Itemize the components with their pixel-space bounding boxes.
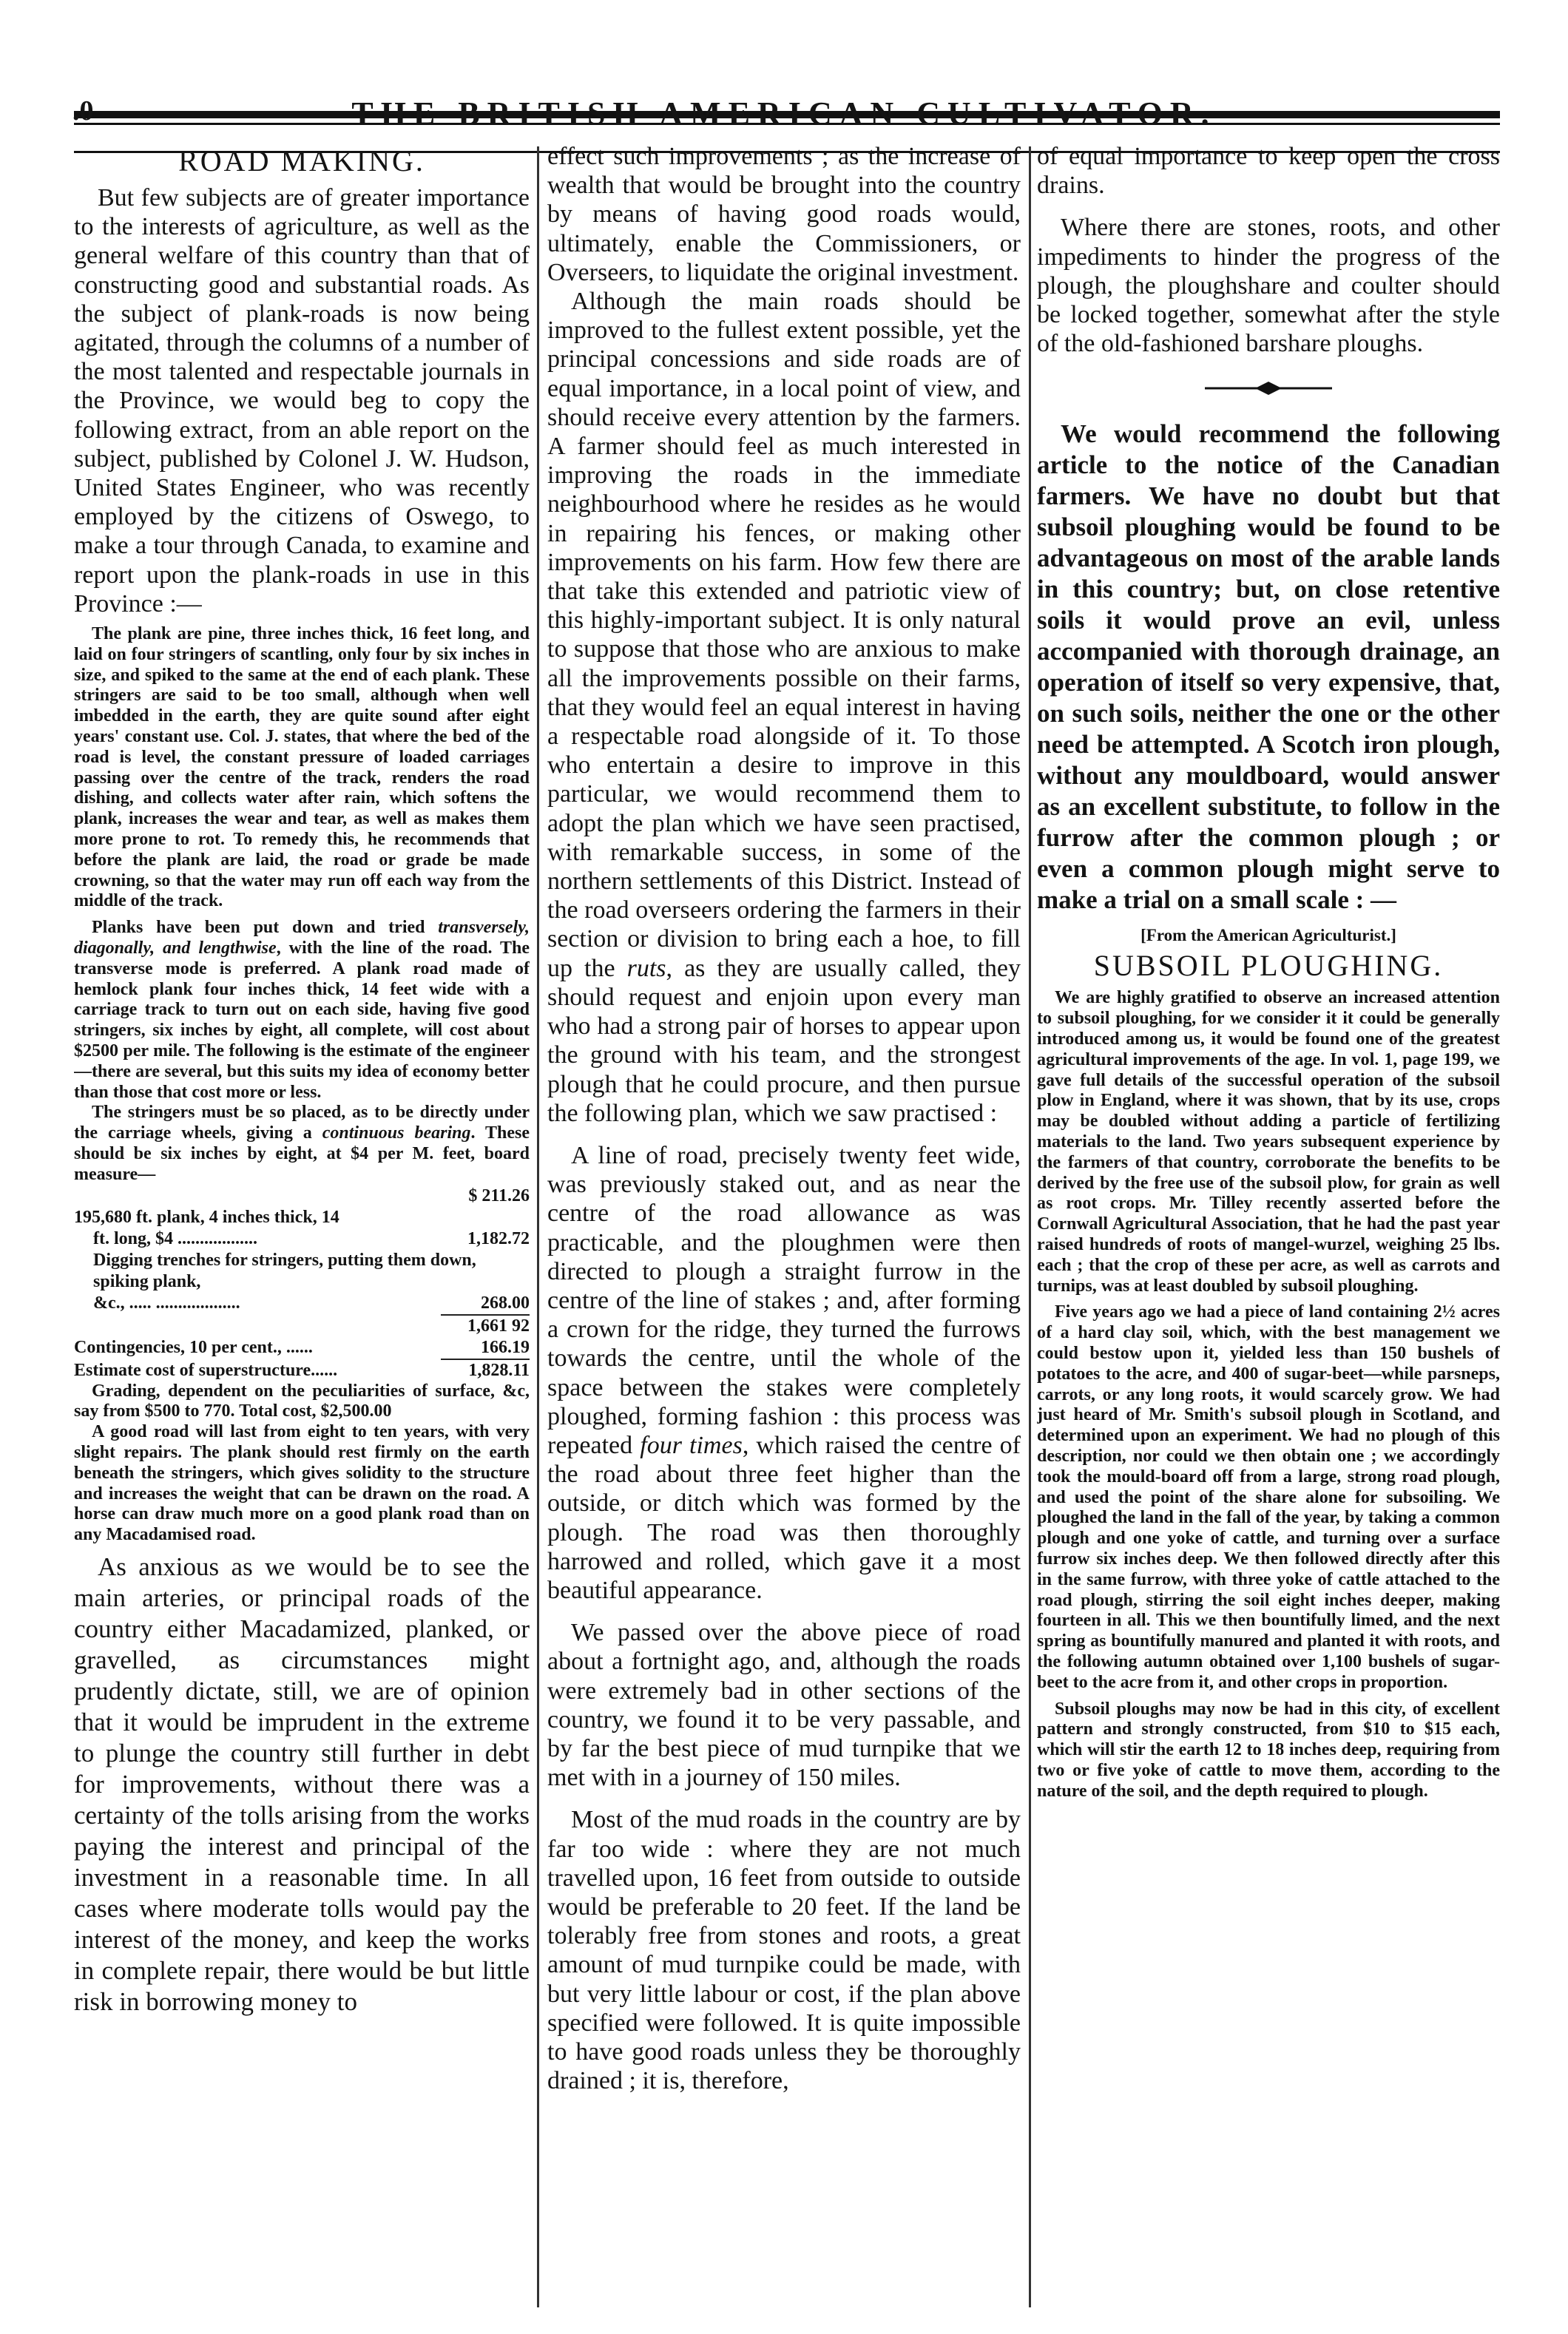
extract-text: Planks have been put down and tried	[92, 918, 439, 938]
column-3	[1037, 142, 1500, 2304]
extract-plank-construction: The plank are pine, three inches thick, 16 feet long, and laid on four stringers of scantling, only four by six inches in size, and spiked to the same at the end of each plank. These stringers are said to be too small, although when well imbedded in the earth, they are quite sound after eight years' constant use. Col. J. states, that where the bed of the road is level, the constant pressure of loaded carriages passing over the centre of the track, renders the road dishing, and collects water after rain, which softens the plank, increases the wear and tear, as well as makes them more prone to rot. To remedy this, he recommends that before the plank are laid, the road or grade be made crowning, so that the water may run off each way from the middle of the track.	[74, 624, 530, 911]
ornament-divider-icon	[1202, 380, 1335, 396]
estimate-label: &c., ..... ...................	[93, 1293, 240, 1313]
estimate-subtotal: 1,661 92	[467, 1316, 530, 1336]
estimate-label: 195,680 ft. plank, 4 inches thick, 14	[74, 1207, 339, 1227]
extract-road-durability: A good road will last from eight to ten years, with very slight repairs. The plank should rest firmly on the earth beneath the stringers, which gives solidity to the structure and increases the weight that can be drawn on the road. A horse can draw much more on a good plank road than on any Macadamised road.	[74, 1422, 530, 1545]
estimate-amount: 1,182.72	[467, 1228, 530, 1248]
page-number: .0	[72, 95, 94, 126]
estimate-amount: 268.00	[481, 1293, 530, 1313]
paragraph-italic: four times	[640, 1431, 743, 1459]
extract-italic: continuous bearing	[322, 1123, 471, 1143]
article-title-road-making: ROAD MAKING.	[178, 144, 425, 177]
col2-paragraph	[547, 1141, 1021, 1605]
paragraph-italic: ruts	[626, 954, 666, 982]
extract-grading-cost: Grading, dependent on the peculiarities of surface, &c, say from $500 to 770. Total cost, $2,500.00	[74, 1381, 530, 1421]
col3-recommendation: We would recommend the following article to the notice of the Canadian farmers. We have no doubt but that subsoil ploughing would be found to be advantageous on most of the arable lands in this country; but, on close retentive soils it would prove an evil, unless accompanied with thorough drainage, an operation of itself so very expensive, that, on such soils, neither the one or the other need be attempted. A Scotch iron plough, without any mouldboard, would answer as an excellent substitute, to follow in the furrow after the common plough ; or even a common plough might serve to make a trial on a small scale : —	[1037, 419, 1500, 915]
subsoil-paragraph: Subsoil ploughs may now be had in this city, of excellent pattern and strongly constructed, from $10 to $15 each, which will stir the earth 12 to 18 inches deep, requiring from two or five yoke of cattle to move them, according to the nature of the soil, and the depth required to plough.	[1037, 1699, 1500, 1801]
source-note: [From the American Agriculturist.]	[1140, 926, 1396, 945]
extract-italic: transversely, diagonally, and lengthwise	[74, 918, 530, 958]
estimate-label: Contingencies, 10 per cent., ......	[74, 1337, 313, 1357]
extract-text: , with the line of the road. The transverse mode is preferred. A plank road made of hemlock plank four inches thick, 14 feet wide with a carriage track to turn out on each side, having five good stringers, six inches by eight, all complete, will cost about $2500 per mile. The following is the estimate of the engineer—there are several, but this suits my idea of economy better than those that cost more or less.	[74, 938, 530, 1102]
paragraph-text: Although the main roads should be improved to the fullest extent possible, yet the principal concessions and side roads are of equal importance, in a local point of view, and should receive every attention by the farmers. A farmer should feel as much interested in improving the roads in the immediate neighbourhood where he resides as he would in repairing his fences, or making other improvements on his farm. How few there are that take this extended and patriotic view of this highly-important subject. It is only natural to suppose that those who are anxious to make all the improvements possible on their farms, that they would feel an equal interest in having a respectable road alongside of it. To those who entertain a desire to improve in this particular, we would recommend them to adopt the plan which we have seen practised, with remarkable success, in some of the northern settlements of this District. Instead of the road overseers ordering the farmers in their section or division to bring each a hoe, to fill up the	[547, 288, 1021, 982]
estimate-label: Digging trenches for stringers, putting them down, spiking plank,	[93, 1250, 476, 1291]
column-1	[74, 142, 530, 2304]
cost-estimate-table	[74, 1185, 530, 1381]
subsoil-paragraph: We are highly gratified to observe an increased attention to subsoil ploughing, for we consider it it could be generally introduced among us, it would be found one of the greatest agricultural improvements of the age. In vol. 1, page 199, we gave full details of the successful operation of the subsoil plow in England, where it was shown, that by its use, crops may be doubled without adding a particle of fertilizing materials to the land. Two years subsequent experience by the farmers of that country, corroborate the benefits to be derived by the free use of the subsoil plow, for grain as well as root crops. Mr. Tilley recently asserted before the Cornwall Agricultural Association, that he had the past year raised hundreds of roots of mangel-wurzel, weighing 25 lbs. each ; that the crop of these per acre, as well as carrots and turnips, was at least doubled by subsoil ploughing.	[1037, 988, 1500, 1296]
paragraph-text: , which raised the centre of the road about three feet higher than the outside, or ditch which was formed by the plough. The road was then thoroughly harrowed and rolled, which gave it a most beautiful appearance.	[547, 1431, 1021, 1604]
road-making-closing: As anxious as we would be to see the main arteries, or principal roads of the country either Macadamized, planked, or gravelled, as circumstances might prudently dictate, still, we are of opinion that it would be imprudent in the extreme to plunge the country still further in debt for improvements, without there was a certainty of the tolls arising from the works paying the interest and principal of the investment in a reasonable time. In all cases where moderate tolls would pay the interest of the money, and keep the works in complete repair, there would be but little risk in borrowing money to	[74, 1552, 530, 2016]
column-2	[547, 142, 1021, 2304]
estimate-row	[74, 1293, 530, 1314]
extract-text: The stringers must be so placed, as to be directly under the carriage wheels, giving a	[74, 1103, 530, 1143]
estimate-row	[74, 1250, 530, 1293]
col3-paragraph: Where there are stones, roots, and other impediments to hinder the progress of the plough, the ploughshare and coulter should be locked together, somewhat after the style of the old-fashioned barshare ploughs.	[1037, 214, 1500, 358]
column-divider-1	[537, 146, 539, 2307]
estimate-label: Estimate cost of superstructure......	[74, 1360, 338, 1380]
paragraph-text: A line of road, precisely twenty feet wide, was previously staked out, and as near the centre of the road allowance as was practicable, and the ploughmen were then directed to plough a straight furrow in the centre of the line of stakes ; and, after forming a crown for the ridge, they turned the furrows towards the centre, until the whole of the space between the stakes were completely ploughed, forming fashion : this process was repeated	[547, 1141, 1021, 1459]
article-title-subsoil-ploughing: SUBSOIL PLOUGHING.	[1093, 949, 1444, 983]
col2-paragraph: We passed over the above piece of road about a fortnight ago, and, although the roads were extremely bad in other sections of the country, we found it to be very passable, and by far the best piece of mud turnpike that we met with in a journey of 150 miles.	[547, 1619, 1021, 1792]
estimate-total: 1,828.11	[468, 1360, 530, 1380]
estimate-amount: $ 211.26	[468, 1185, 530, 1205]
col2-paragraph: Most of the mud roads in the country are by far too wide : where they are not much travelled upon, 16 feet from outside to outside would be preferable to 20 feet. If the land be tolerably free from stones and roots, a great amount of mud turnpike could be made, with but very little labour or cost, if the plan above specified were followed. It is quite impossible to have good roads unless they be thoroughly drained ; it is, therefore,	[547, 1806, 1021, 2095]
estimate-row	[74, 1185, 530, 1207]
col2-paragraph	[547, 287, 1021, 1128]
estimate-row	[74, 1228, 530, 1250]
paragraph-text: , as they are usually called, they should request and enjoin upon every man who had a strong pair of horses to appear upon the ground with his team, and the strongest plough that he could procure, and then pursue the following plan, which we saw practised :	[547, 954, 1021, 1127]
estimate-label: ft. long, $4 ..................	[93, 1228, 257, 1248]
extract-text: . These should be six inches by eight, at $4 per M. feet, board measure—	[74, 1123, 530, 1184]
col2-paragraph: effect such improvements ; as the increase of wealth that would be brought into the country by means of having good roads would, ultimately, enable the Commissioners, or Overseers, to liquidate the original investment.	[547, 143, 1021, 286]
estimate-row	[74, 1316, 530, 1337]
road-making-intro: But few subjects are of greater importance to the interests of agriculture, as well as the general welfare of this country than that of constructing good and substantial roads. As the subject of plank-roads is now being agitated, through the columns of a number of the most talented and respectable journals in the Province, we would beg to copy the following extract, from an able report on the subject, published by Colonel J. W. Hudson, United States Engineer, who was recently employed by the citizens of Oswego, to make a tour through Canada, to examine and report upon the plank-roads in use in this Province :—	[74, 184, 530, 618]
estimate-row	[74, 1360, 530, 1381]
estimate-row	[74, 1337, 530, 1359]
subsoil-paragraph: Five years ago we had a piece of land containing 2½ acres of a hard clay soil, which, with the best management we could bestow upon it, yielded less than 150 bushels of potatoes to the acre, and 400 of sugar-beet—while parsneps, carrots, or any long roots, it would scarcely grow. We had just heard of Mr. Smith's subsoil plough in Scotland, and determined upon an experiment. We had no plough of this description, nor could we then obtain one ; we accordingly took the mould-board off from a large, strong road plough, and used the point of the share alone for subsoiling. We ploughed the land in the fall of the year, by taking a common plough and one yoke of cattle, and turning over a surface furrow six inches deep. We then followed directly after this in the same furrow, with three yoke of cattle attached to the road plough, stirring the soil eight inches deeper, making fourteen in all. This we then bountifully limed, and the next spring as bountifully manured and planted it with roots, and the following autumn obtained over 1,100 bushels of sugar-beet to the acre from it, and other crops in proportion.	[1037, 1302, 1500, 1692]
column-divider-2	[1029, 146, 1031, 2307]
estimate-row	[74, 1207, 530, 1228]
estimate-amount: 166.19	[481, 1337, 530, 1357]
col3-paragraph: of equal importance to keep open the cross drains.	[1037, 143, 1500, 200]
extract-plank-orientation	[74, 918, 530, 1103]
running-title: THE BRITISH AMERICAN CULTIVATOR.	[351, 95, 1217, 132]
extract-stringers	[74, 1103, 530, 1185]
